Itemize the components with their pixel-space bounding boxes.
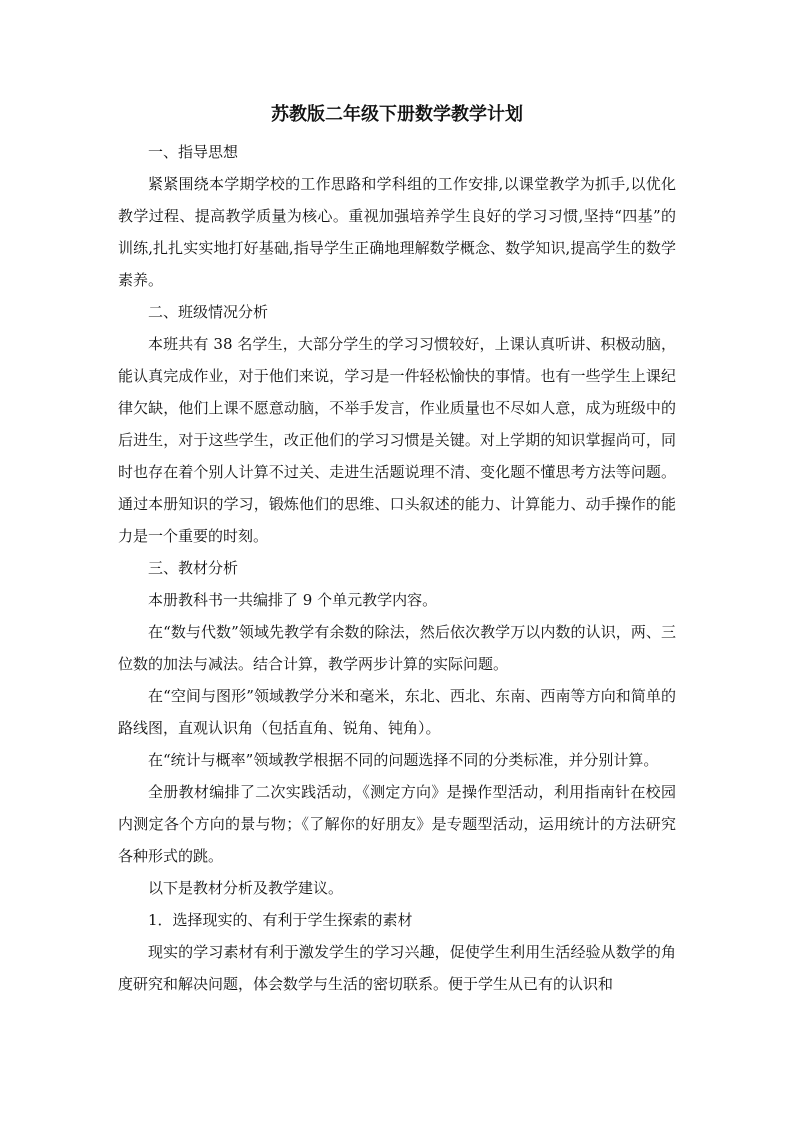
paragraph-guiding-ideology: 紧紧围绕本学期学校的工作思路和学科组的工作安排,以课堂教学为抓手,以优化教学过程、提高教学质量为核心。重视加强培养学生良好的学习习惯,坚持“四基”的训练,扎扎实实地打好基础,指导学生正确地理解数学概念、数学知识,提高学生的数学素养。	[118, 175, 676, 289]
paragraph-class-analysis: 本班共有 38 名学生，大部分学生的学习习惯较好，上课认真听讲、积极动脑，能认真完成作业，对于他们来说，学习是一件轻松愉快的事情。也有一些学生上课纪律欠缺，他们上课不愿意动脑，不举手发言，作业质量也不尽如人意，成为班级中的后进生，对于这些学生，改正他们的学习习惯是关键。对上学期的知识掌握尚可，同时也存在着个别人计算不过关、走进生活题说理不清、变化题不懂思考方法等问题。通过本册知识的学习，锻炼他们的思维、口头叙述的能力、计算能力、动手操作的能力是一个重要的时刻。	[118, 335, 676, 545]
document-body	[118, 136, 676, 1000]
paragraph-realistic-materials: 现实的学习素材有利于激发学生的学习兴趣，促使学生利用生活经验从数学的角度研究和解决问题，体会数学与生活的密切联系。便于学生从已有的认识和	[118, 943, 676, 993]
section-heading-guiding-ideology: 一、指导思想	[148, 143, 239, 161]
document-title: 苏教版二年级下册数学教学计划	[271, 104, 523, 125]
paragraph-space-shapes: 在“空间与图形”领域教学分米和毫米，东北、西北、东南、西南等方向和简单的路线图，直观认识角（包括直角、锐角、钝角）。	[118, 687, 676, 737]
paragraph-numbers-algebra: 在“数与代数”领域先教学有余数的除法，然后依次教学万以内数的认识，两、三位数的加法与减法。结合计算，教学两步计算的实际问题。	[118, 623, 676, 673]
paragraph-units-count: 本册教科书一共编排了 9 个单元教学内容。	[148, 591, 438, 609]
paragraph-statistics-probability: 在“统计与概率”领域教学根据不同的问题选择不同的分类标准，并分别计算。	[148, 751, 659, 769]
paragraph-analysis-intro: 以下是教材分析及教学建议。	[148, 879, 344, 897]
paragraph-practice-activities: 全册教材编排了二次实践活动，《测定方向》是操作型活动，利用指南针在校园内测定各个方向的景与物；《了解你的好朋友》是专题型活动，运用统计的方法研究各种形式的跳。	[118, 783, 676, 865]
section-heading-class-analysis: 二、班级情况分析	[148, 303, 269, 321]
section-heading-textbook-analysis: 三、教材分析	[148, 559, 239, 577]
subheading-realistic-materials: 1．选择现实的、有利于学生探索的素材	[148, 911, 413, 929]
